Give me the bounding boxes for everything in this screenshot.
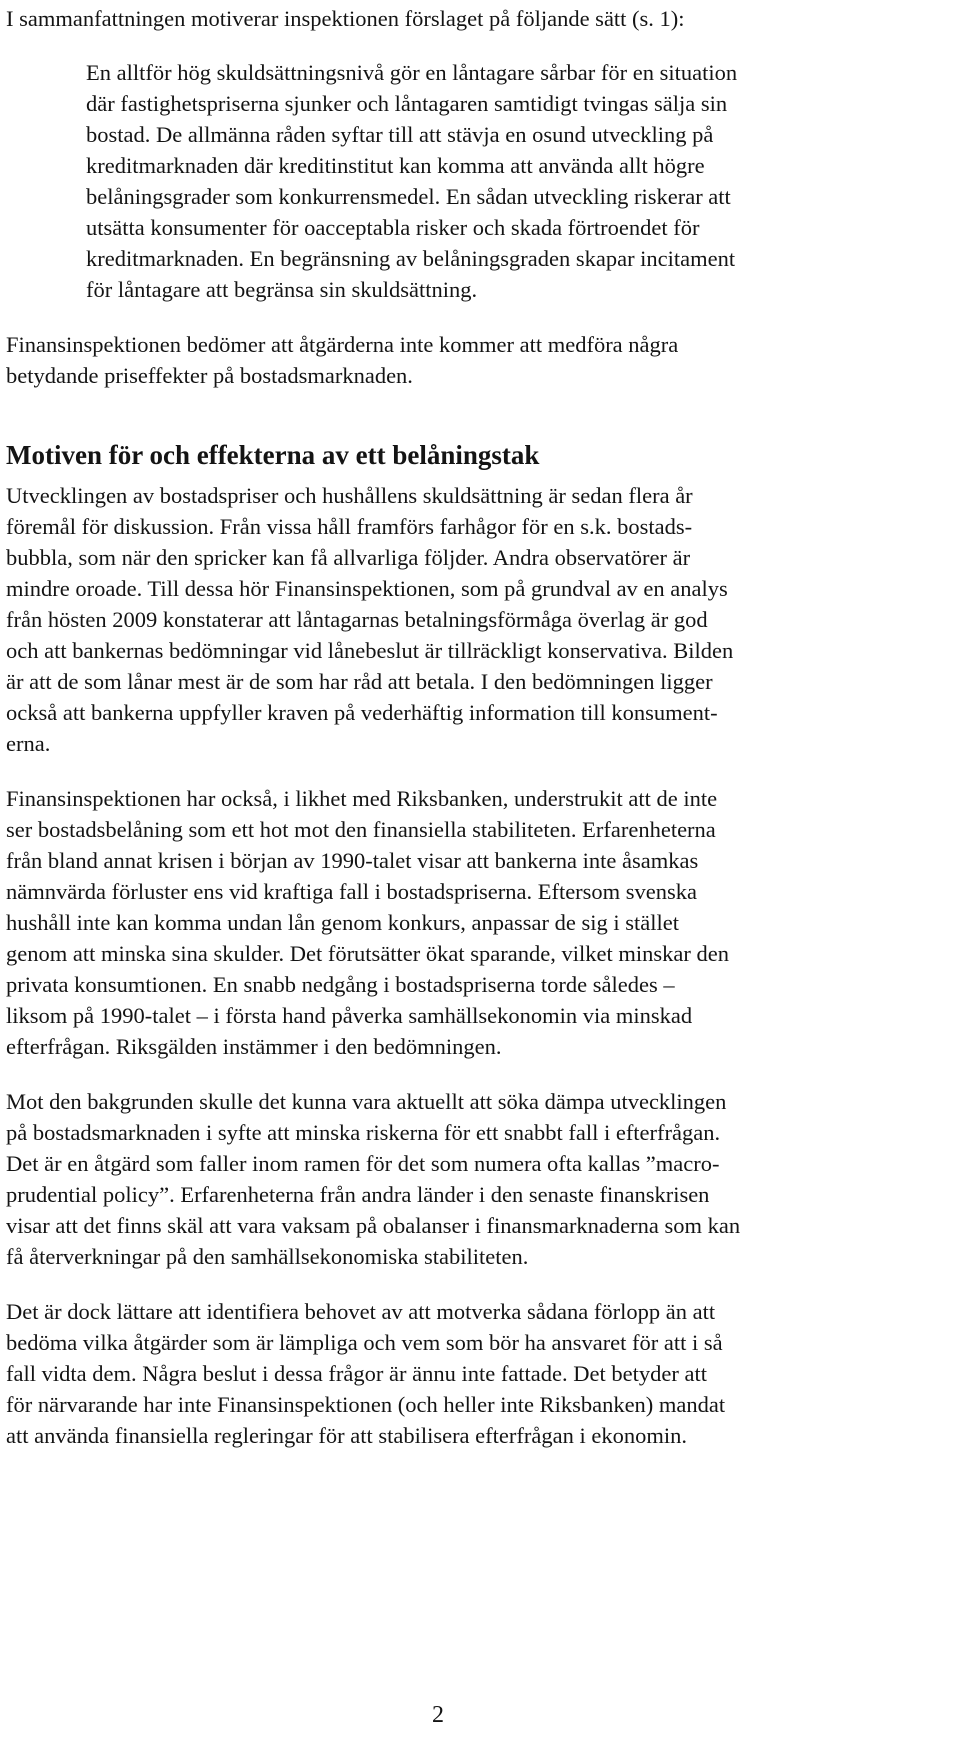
paragraph-line: också att bankerna uppfyller kraven på vederhäftig information till konsument- [6,700,718,725]
quote-line: utsätta konsumenter för oacceptabla risker och skada förtroendet för [86,215,700,240]
paragraph-line: föremål för diskussion. Från vissa håll framförs farhågor för en s.k. bostads- [6,514,693,539]
paragraph-line: få återverkningar på den samhällsekonomiska stabiliteten. [6,1244,529,1269]
paragraph-line: genom att minska sina skulder. Det förutsätter ökat sparande, vilket minskar den [6,941,729,966]
paragraph-line: och att bankernas bedömningar vid lånebeslut är tillräckligt konservativa. Bilden [6,638,734,663]
paragraph-line: är att de som lånar mest är de som har råd att betala. I den bedömningen ligger [6,669,713,694]
paragraph-line: bedöma vilka åtgärder som är lämpliga och vem som bör ha ansvaret för att i så [6,1330,723,1355]
paragraph-line: liksom på 1990-talet – i första hand påverka samhällsekonomin via minskad [6,1003,693,1028]
paragraph-line: på bostadsmarknaden i syfte att minska riskerna för ett snabbt fall i efterfrågan. [6,1120,721,1145]
paragraph-line: ser bostadsbelåning som ett hot mot den finansiella stabiliteten. Erfarenheterna [6,817,716,842]
paragraph-line: mindre oroade. Till dessa hör Finansinspektionen, som på grundval av en analys [6,576,728,601]
quote-line: där fastighetspriserna sjunker och låntagaren samtidigt tvingas sälja sin [86,91,728,116]
intro-text: I sammanfattningen motiverar inspektionen förslaget på följande sätt (s. 1): [6,6,685,31]
quote-line: kreditmarknaden. En begränsning av belåningsgraden skapar incitament [86,246,736,271]
paragraph-line: fall vidta dem. Några beslut i dessa frågor är ännu inte fattade. Det betyder att [6,1361,707,1386]
paragraph-line: Det är en åtgärd som faller inom ramen för det som numera ofta kallas ”macro- [6,1151,720,1176]
paragraph-line: nämnvärda förluster ens vid kraftiga fall i bostadspriserna. Eftersom svenska [6,879,698,904]
paragraph-line: betydande priseffekter på bostadsmarknaden. [6,363,413,388]
document-page [6,0,954,1744]
paragraph-line: från bland annat krisen i början av 1990-talet visar att bankerna inte åsamkas [6,848,699,873]
quote-line: belåningsgrader som konkurrensmedel. En sådan utveckling riskerar att [86,184,731,209]
paragraph-line: bubbla, som när den spricker kan få allvarliga följder. Andra observatörer är [6,545,691,570]
paragraph-line: privata konsumtionen. En snabb nedgång i bostadspriserna torde således – [6,972,675,997]
section-heading: Motiven för och effekterna av ett belåningstak [6,440,540,470]
quote-line: bostad. De allmänna råden syftar till att stävja en osund utveckling på [86,122,714,147]
quote-line: En alltför hög skuldsättningsnivå gör en låntagare sårbar för en situation [86,60,738,85]
quote-line: kreditmarknaden där kreditinstitut kan komma att använda allt högre [86,153,705,178]
paragraph-line: för närvarande har inte Finansinspektionen (och heller inte Riksbanken) mandat [6,1392,726,1417]
paragraph-line: Finansinspektionen har också, i likhet med Riksbanken, understrukit att de inte [6,786,718,811]
paragraph-line: Mot den bakgrunden skulle det kunna vara aktuellt att söka dämpa utvecklingen [6,1089,727,1114]
paragraph-line: visar att det finns skäl att vara vaksam på obalanser i finansmarknaderna som kan [6,1213,741,1238]
paragraph-line: från hösten 2009 konstaterar att låntagarnas betalningsförmåga överlag är god [6,607,708,632]
paragraph-line: prudential policy”. Erfarenheterna från andra länder i den senaste finanskrisen [6,1182,710,1207]
paragraph-line: Utvecklingen av bostadspriser och hushållens skuldsättning är sedan flera år [6,483,693,508]
paragraph-line: hushåll inte kan komma undan lån genom konkurs, anpassar de sig i stället [6,910,679,935]
paragraph-line: efterfrågan. Riksgälden instämmer i den bedömningen. [6,1034,502,1059]
quote-line: för låntagare att begränsa sin skuldsättning. [86,277,478,302]
paragraph-line: Finansinspektionen bedömer att åtgärderna inte kommer att medföra några [6,332,679,357]
paragraph-line: att använda finansiella regleringar för att stabilisera efterfrågan i ekonomin. [6,1423,687,1448]
paragraph-line: Det är dock lättare att identifiera behovet av att motverka sådana förlopp än att [6,1299,716,1324]
page-number: 2 [432,1702,444,1728]
paragraph-line: erna. [6,731,51,756]
